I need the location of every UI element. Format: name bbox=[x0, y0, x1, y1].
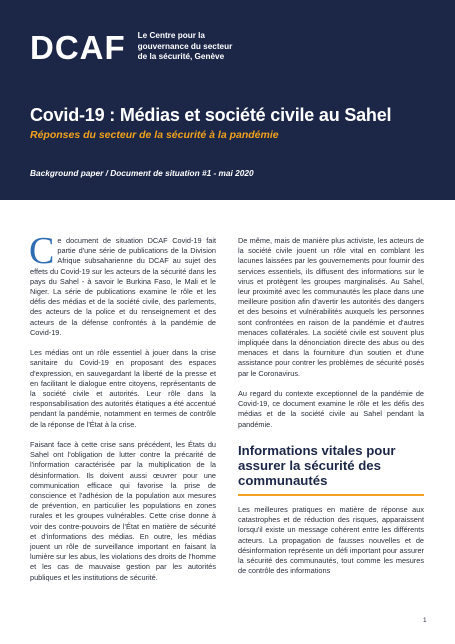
right-column bbox=[238, 236, 424, 440]
header-banner bbox=[0, 0, 455, 200]
drop-cap: C bbox=[29, 230, 55, 272]
dcaf-logo bbox=[30, 26, 258, 68]
body-paragraph: De même, mais de manière plus activiste, les acteurs de la société civile jouent un rôle vital en comblant les lacunes laissées par les gouvernements pour fournir des services essentiels, ils diffusent des informations sur le virus et protègent les groupes marginalisés. Au Sahel, leur proximité avec les communautés les place dans une meilleure position afin d'avertir les autorités des dangers et des besoins et vulnérabilités auxquels les personnes sont confrontées en raison de la pandémie et d'autres menaces collatérales. La société civile est souvent plus impliquée dans la dénonciation directe des abus ou des menaces et dans la fourniture d'un soutien et d'une assistance pour contrer les problèmes de sécurité posés par le Coronavirus. bbox=[238, 236, 424, 378]
section-heading: Informations vitales pour assurer la sécurité des communautés bbox=[238, 443, 396, 488]
logo-line: gouvernance du secteur bbox=[137, 41, 233, 51]
body-paragraph: Les médias ont un rôle essentiel à jouer dans la crise sanitaire du Covid-19 en proposant des espaces d'expression, en sauvegardant la liberté de la presse et en facilitant le dialogue entre citoyens, représentants de la société civile et autorités. Leur rôle dans la responsabilisation des autorités étatiques a été accentué pendant la pandémie, notamment en termes de contrôle de la réponse de l'État à la crise. bbox=[30, 348, 216, 429]
body-paragraph: Au regard du contexte exceptionnel de la pandémie de Covid-19, ce document examine le rôle et les défis des médias et de la société civile au Sahel pendant la pandémie. bbox=[238, 389, 424, 429]
document-subtitle: Réponses du secteur de la sécurité à la pandémie bbox=[30, 129, 279, 141]
body-paragraph: Les meilleures pratiques en matière de réponse aux catastrophes et de réduction des risques, apparaissent lorsqu'il existe un message cohérent entre les différents acteurs. La propagation de fausses nouvelles et de désinformation représente un défi important pour assurer la sécurité des communautés, tout comme les mesures de contrôle des informations bbox=[238, 505, 424, 576]
intro-text: e document de situation DCAF Covid-19 fait partie d'une série de publications de la Division Afrique subsaharienne du DCAF au sujet des effets du Covid-19 sur les acteurs de la sécurité dans les pays du Sahel - à savoir le Burkina Faso, le Mali et le Niger. La série de publications examine le rôle et les défis des médias et de la société civile, des parlements, des acteurs de la police et du renseignement et des acteurs de la défense confrontés à la pandémie de Covid-19. bbox=[30, 236, 216, 337]
page-number: 1 bbox=[423, 617, 427, 624]
logo-line: de la sécurité, Genève bbox=[137, 52, 225, 62]
logo-line: Le Centre pour la bbox=[137, 31, 205, 41]
paper-label: Background paper / Document de situation #1 - mai 2020 bbox=[30, 168, 254, 178]
document-title: Covid-19 : Médias et société civile au Sahel bbox=[30, 105, 392, 125]
logo-tagline bbox=[138, 31, 258, 63]
left-column bbox=[29, 230, 216, 593]
intro-paragraph bbox=[29, 230, 216, 338]
body-paragraph: Faisant face à cette crise sans précédent, les États du Sahel ont l'obligation de lutter contre la précarité de l'information caractérisée par la multiplication de la désinformation. Ils doivent aussi œuvrer pour une communication efficace qui favorise la prise de conscience et l'adhésion de la population aux mesures de prévention, en particulier les populations en zones rurales et les groupes vulnérables. Cette crise donne à voir des contre-pouvoirs de l'État en matière de sécurité et d'informations des médias. En outre, les médias jouent un rôle de surveillance important en faisant la lumière sur les abus, les violations des droits de l'homme et les cas de mauvaise gestion par les autorités publiques et les institutions de sécurité. bbox=[30, 440, 216, 582]
section-divider bbox=[238, 494, 424, 496]
right-column-continued bbox=[238, 505, 424, 587]
logo-mark: DCAF bbox=[30, 28, 126, 66]
